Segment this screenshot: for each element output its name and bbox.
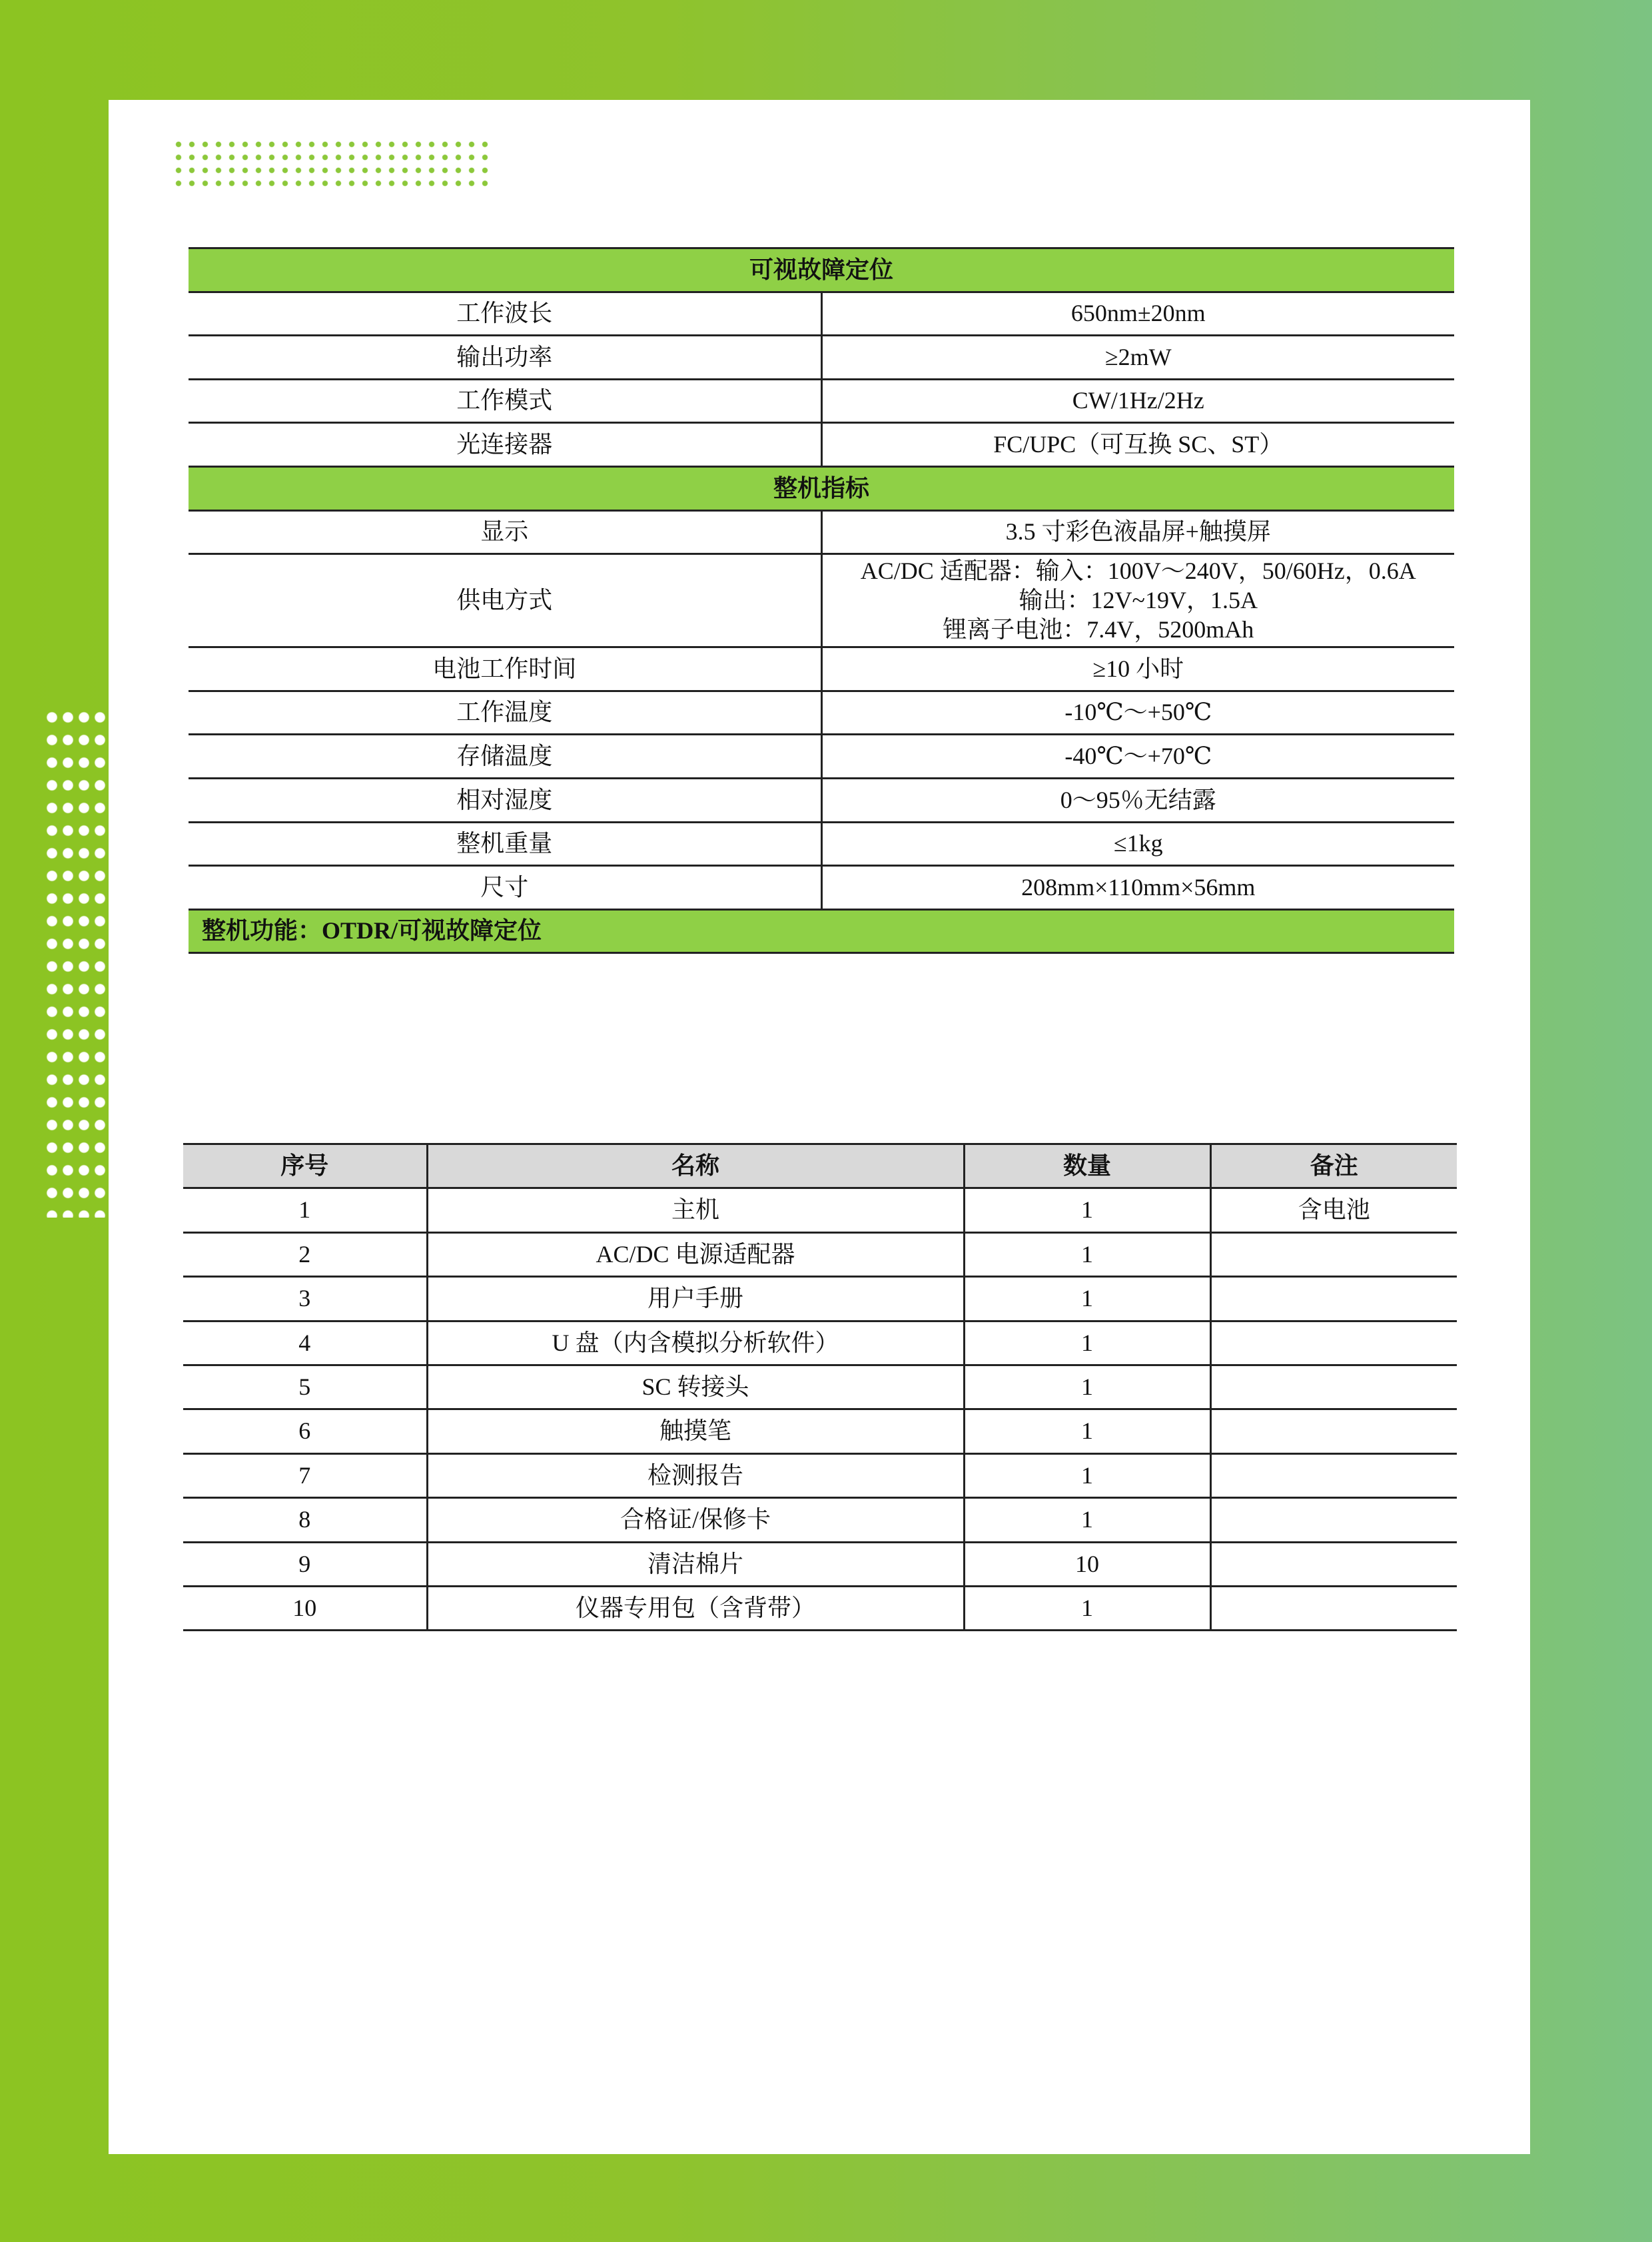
spec-key: 供电方式 bbox=[189, 554, 821, 647]
cell-name: 触摸笔 bbox=[427, 1409, 964, 1453]
decorative-dot-grid-left bbox=[44, 706, 108, 1218]
cell-note bbox=[1210, 1409, 1457, 1453]
packing-list-header bbox=[183, 1144, 1457, 1188]
spec-value: ≥2mW bbox=[821, 336, 1454, 380]
spec-value-power bbox=[821, 554, 1454, 647]
spec-row-power bbox=[189, 554, 1454, 647]
spec-key: 尺寸 bbox=[189, 866, 821, 910]
table-row bbox=[183, 1232, 1457, 1276]
header-qty: 数量 bbox=[964, 1144, 1210, 1188]
table-row bbox=[183, 1586, 1457, 1630]
table-row bbox=[183, 1542, 1457, 1586]
spec-key: 显示 bbox=[189, 510, 821, 554]
spec-value: -40℃～+70℃ bbox=[821, 735, 1454, 779]
spec-value: CW/1Hz/2Hz bbox=[821, 379, 1454, 423]
spec-value: 0～95％无结露 bbox=[821, 778, 1454, 822]
cell-note bbox=[1210, 1277, 1457, 1321]
cell-name: 清洁棉片 bbox=[427, 1542, 964, 1586]
spec-row bbox=[189, 292, 1454, 336]
spec-key: 输出功率 bbox=[189, 336, 821, 380]
spec-key: 相对湿度 bbox=[189, 778, 821, 822]
cell-name: U 盘（内含模拟分析软件） bbox=[427, 1321, 964, 1365]
spec-value: ≤1kg bbox=[821, 822, 1454, 866]
cell-name: SC 转接头 bbox=[427, 1365, 964, 1409]
cell-qty: 1 bbox=[964, 1498, 1210, 1542]
spec-key: 工作模式 bbox=[189, 379, 821, 423]
spec-key: 整机重量 bbox=[189, 822, 821, 866]
table-row bbox=[183, 1321, 1457, 1365]
cell-index: 4 bbox=[183, 1321, 427, 1365]
section-header-visual-fault-locator bbox=[189, 248, 1454, 292]
table-row bbox=[183, 1365, 1457, 1409]
cell-index: 10 bbox=[183, 1586, 427, 1630]
cell-qty: 1 bbox=[964, 1232, 1210, 1276]
cell-note bbox=[1210, 1232, 1457, 1276]
cell-name: AC/DC 电源适配器 bbox=[427, 1232, 964, 1276]
spec-value: 3.5 寸彩色液晶屏+触摸屏 bbox=[821, 510, 1454, 554]
cell-index: 9 bbox=[183, 1542, 427, 1586]
spec-row bbox=[189, 866, 1454, 910]
spec-row bbox=[189, 336, 1454, 380]
spec-table bbox=[189, 247, 1454, 954]
spec-value: FC/UPC（可互换 SC、ST） bbox=[821, 423, 1454, 467]
cell-name: 仪器专用包（含背带） bbox=[427, 1586, 964, 1630]
spec-value: ≥10 小时 bbox=[821, 647, 1454, 691]
spec-footer-row bbox=[189, 909, 1454, 953]
cell-note bbox=[1210, 1498, 1457, 1542]
spec-row bbox=[189, 423, 1454, 467]
cell-qty: 1 bbox=[964, 1277, 1210, 1321]
cell-note bbox=[1210, 1365, 1457, 1409]
cell-note bbox=[1210, 1453, 1457, 1497]
cell-name: 合格证/保修卡 bbox=[427, 1498, 964, 1542]
table-row bbox=[183, 1498, 1457, 1542]
cell-qty: 1 bbox=[964, 1409, 1210, 1453]
cell-index: 8 bbox=[183, 1498, 427, 1542]
table-row bbox=[183, 1409, 1457, 1453]
power-line-adapter: AC/DC 适配器：输入：100V～240V，50/60Hz，0.6A bbox=[860, 557, 1416, 584]
header-index: 序号 bbox=[183, 1144, 427, 1188]
cell-index: 6 bbox=[183, 1409, 427, 1453]
cell-qty: 1 bbox=[964, 1453, 1210, 1497]
header-name: 名称 bbox=[427, 1144, 964, 1188]
machine-functions: 整机功能：OTDR/可视故障定位 bbox=[189, 909, 1454, 953]
cell-qty: 1 bbox=[964, 1321, 1210, 1365]
cell-index: 7 bbox=[183, 1453, 427, 1497]
spec-row bbox=[189, 735, 1454, 779]
spec-value: 208mm×110mm×56mm bbox=[821, 866, 1454, 910]
cell-qty: 10 bbox=[964, 1542, 1210, 1586]
spec-row bbox=[189, 691, 1454, 735]
cell-index: 3 bbox=[183, 1277, 427, 1321]
spec-row bbox=[189, 379, 1454, 423]
spec-value: 650nm±20nm bbox=[821, 292, 1454, 336]
spec-key: 光连接器 bbox=[189, 423, 821, 467]
cell-qty: 1 bbox=[964, 1188, 1210, 1232]
spec-row bbox=[189, 778, 1454, 822]
spec-key: 工作温度 bbox=[189, 691, 821, 735]
packing-list-table bbox=[183, 1143, 1457, 1631]
section-title: 整机指标 bbox=[189, 466, 1454, 510]
cell-note: 含电池 bbox=[1210, 1188, 1457, 1232]
power-line-output: 输出：12V~19V，1.5A bbox=[1019, 586, 1258, 613]
table-row bbox=[183, 1188, 1457, 1232]
spec-key: 电池工作时间 bbox=[189, 647, 821, 691]
header-note: 备注 bbox=[1210, 1144, 1457, 1188]
cell-note bbox=[1210, 1586, 1457, 1630]
section-header-machine-specs bbox=[189, 466, 1454, 510]
spec-row bbox=[189, 647, 1454, 691]
section-title: 可视故障定位 bbox=[189, 248, 1454, 292]
decorative-dot-grid-top bbox=[172, 138, 490, 191]
spec-row bbox=[189, 510, 1454, 554]
spec-key: 存储温度 bbox=[189, 735, 821, 779]
cell-index: 2 bbox=[183, 1232, 427, 1276]
cell-name: 用户手册 bbox=[427, 1277, 964, 1321]
cell-note bbox=[1210, 1542, 1457, 1586]
table-row bbox=[183, 1453, 1457, 1497]
cell-qty: 1 bbox=[964, 1365, 1210, 1409]
cell-name: 主机 bbox=[427, 1188, 964, 1232]
cell-index: 1 bbox=[183, 1188, 427, 1232]
cell-qty: 1 bbox=[964, 1586, 1210, 1630]
cell-note bbox=[1210, 1321, 1457, 1365]
spec-key: 工作波长 bbox=[189, 292, 821, 336]
spec-value: -10℃～+50℃ bbox=[821, 691, 1454, 735]
power-line-battery: 锂离子电池：7.4V，5200mAh bbox=[943, 615, 1254, 643]
cell-name: 检测报告 bbox=[427, 1453, 964, 1497]
spec-row bbox=[189, 822, 1454, 866]
cell-index: 5 bbox=[183, 1365, 427, 1409]
table-row bbox=[183, 1277, 1457, 1321]
